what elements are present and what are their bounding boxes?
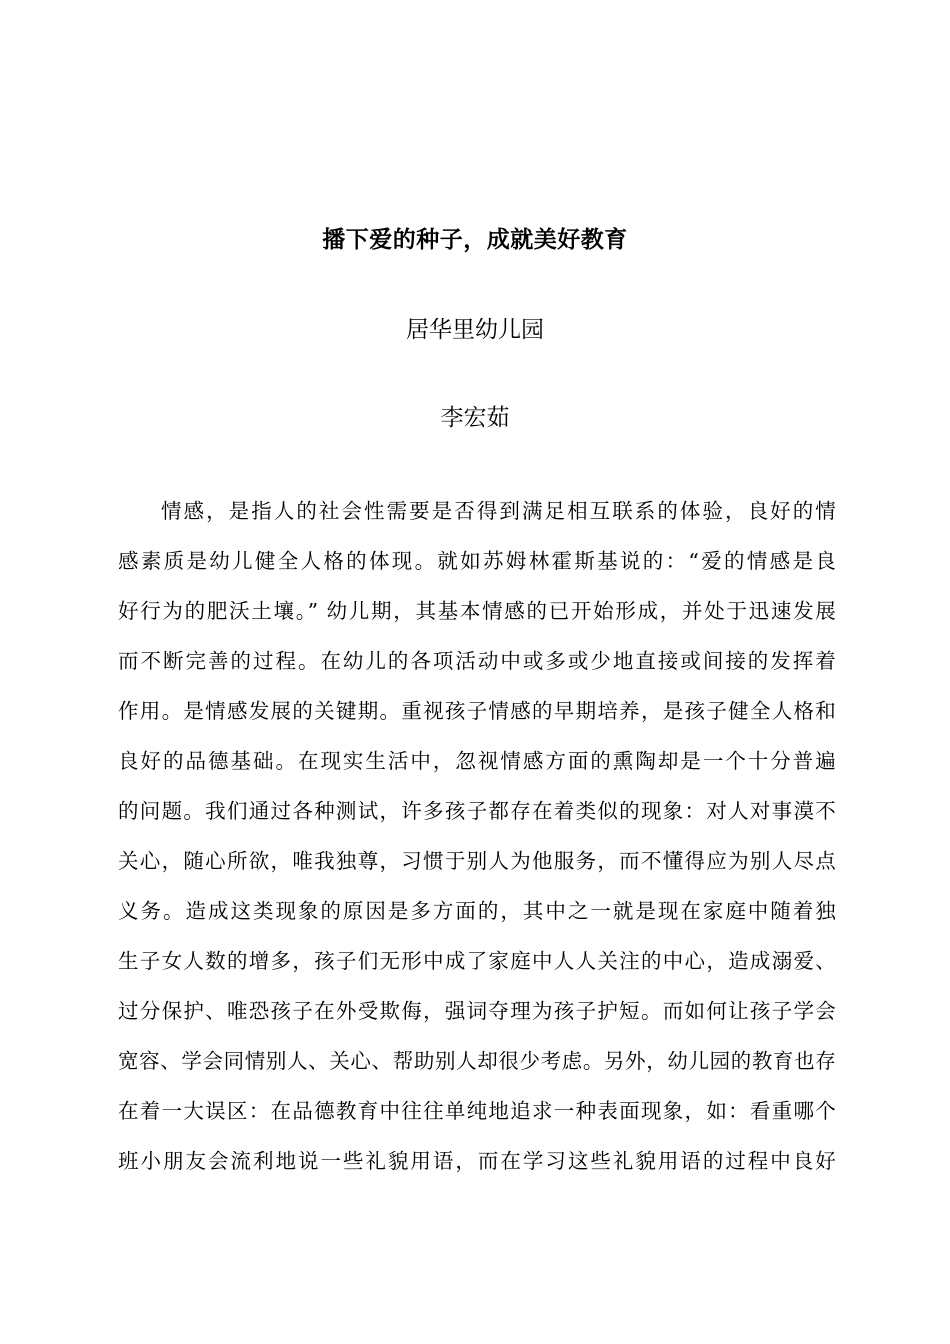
text-line: 过分保护、唯恐孩子在外受欺侮，强词夺理为孩子护短。而如何让孩子学会 xyxy=(118,999,836,1023)
document-title: 播下爱的种子，成就美好教育 xyxy=(322,227,628,253)
text-line: 好行为的肥沃土壤。” 幼儿期，其基本情感的已开始形成，并处于迅速发展 xyxy=(118,599,836,623)
text-line: 而不断完善的过程。在幼儿的各项活动中或多或少地直接或间接的发挥着 xyxy=(118,649,836,673)
text-line: 关心，随心所欲，唯我独尊，习惯于别人为他服务，而不懂得应为别人尽点 xyxy=(118,849,836,873)
body-paragraph xyxy=(118,489,836,1189)
text-line: 感素质是幼儿健全人格的体现。就如苏姆林霍斯基说的：“爱的情感是良 xyxy=(118,549,836,573)
text-line: 宽容、学会同情别人、关心、帮助别人却很少考虑。另外，幼儿园的教育也存 xyxy=(118,1049,836,1073)
organization-name: 居华里幼儿园 xyxy=(406,317,544,343)
text-line: 班小朋友会流利地说一些礼貌用语，而在学习这些礼貌用语的过程中良好 xyxy=(118,1149,836,1173)
text-line: 良好的品德基础。在现实生活中，忽视情感方面的熏陶却是一个十分普遍 xyxy=(118,749,836,773)
text-line: 的问题。我们通过各种测试，许多孩子都存在着类似的现象：对人对事漠不 xyxy=(118,799,836,823)
text-line: 情感，是指人的社会性需要是否得到满足相互联系的体验，良好的情 xyxy=(161,499,836,523)
author-name: 李宏茹 xyxy=(440,405,510,431)
text-line: 义务。造成这类现象的原因是多方面的，其中之一就是现在家庭中随着独 xyxy=(118,899,836,923)
text-line: 作用。是情感发展的关键期。重视孩子情感的早期培养，是孩子健全人格和 xyxy=(118,699,836,723)
text-line: 生子女人数的增多，孩子们无形中成了家庭中人人关注的中心，造成溺爱、 xyxy=(118,949,836,973)
text-line: 在着一大误区：在品德教育中往往单纯地追求一种表面现象，如：看重哪个 xyxy=(118,1099,836,1123)
